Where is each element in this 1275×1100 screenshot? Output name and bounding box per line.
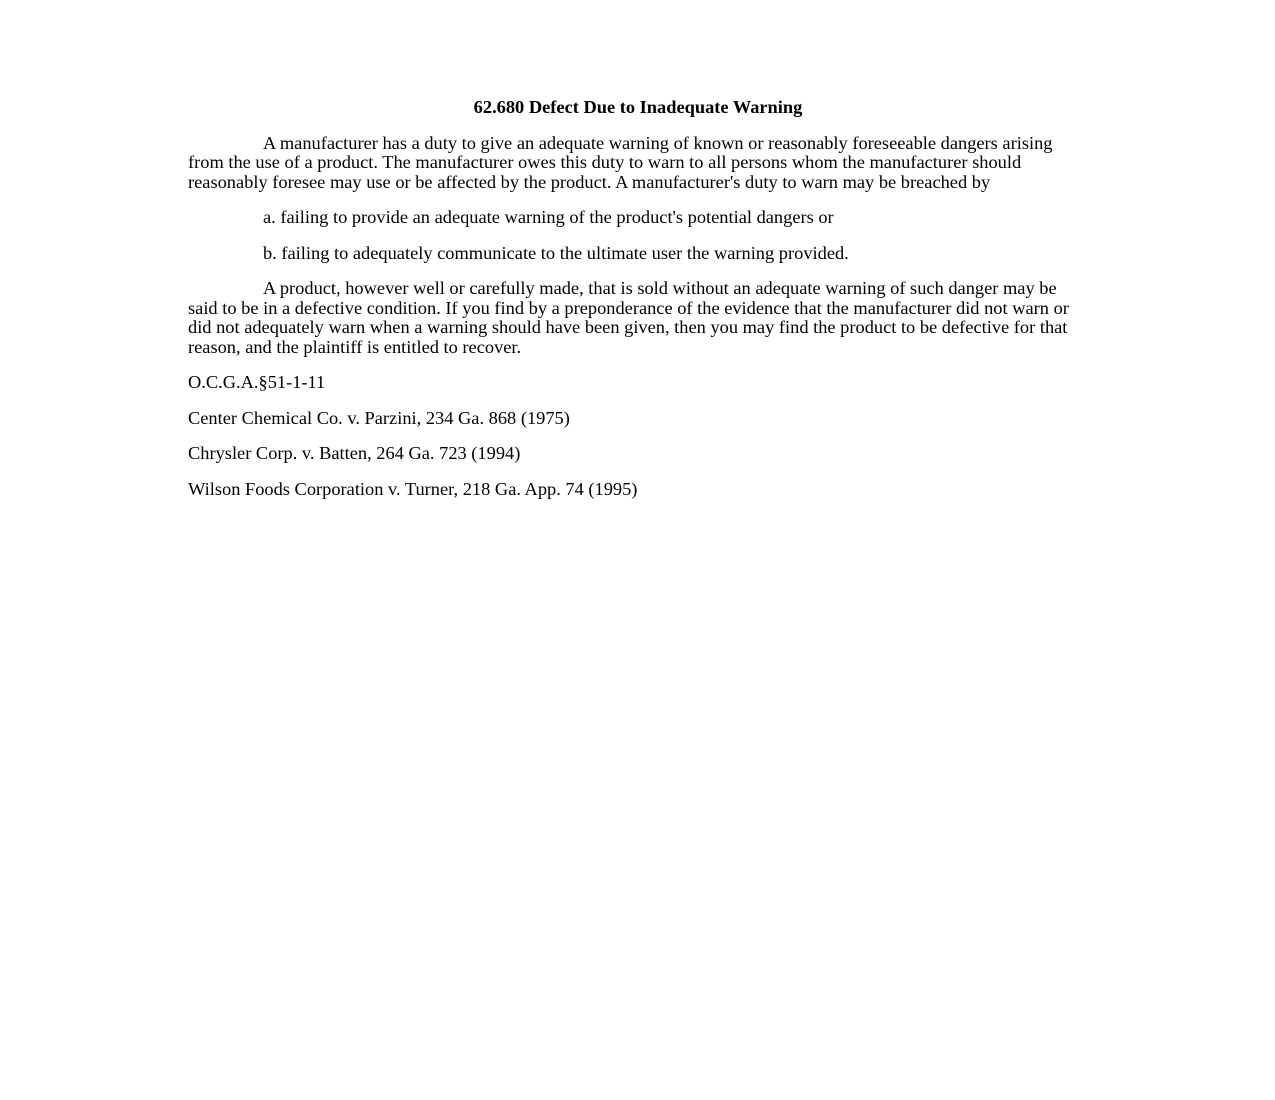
list-item-b: b. failing to adequately communicate to the ultimate user the warning provided. [263,242,849,263]
citation-case-batten: Chrysler Corp. v. Batten, 264 Ga. 723 (1994) [188,443,521,463]
document-title: 62.680 Defect Due to Inadequate Warning [473,97,803,117]
paragraph-duty-to-warn: A manufacturer has a duty to give an adequate warning of known or reasonably foreseeable dangers arising from the use of a product. The manufacturer owes this duty to warn to all persons whom the manufacturer should reasonably foresee may use or be affected by the product. A manufacturer's duty to warn may be breached by [188,132,1053,192]
list-item-a: a. failing to provide an adequate warning of the product's potential dangers or [263,207,834,227]
paragraph-defective-condition: A product, however well or carefully made, that is sold without an adequate warning of such danger may be said to be in a defective condition. If you find by a preponderance of the evidence that the manufacturer did not warn or did not adequately warn when a warning should have been given, then you may find the product to be defective for that reason, and the plaintiff is entitled to recover. [188,278,1069,357]
citation-case-parzini: Center Chemical Co. v. Parzini, 234 Ga. 868 (1975) [188,407,570,428]
citation-statute: O.C.G.A.§51-1-11 [188,372,326,392]
citation-case-turner: Wilson Foods Corporation v. Turner, 218 Ga. App. 74 (1995) [188,478,638,499]
document-page [188,98,1088,515]
